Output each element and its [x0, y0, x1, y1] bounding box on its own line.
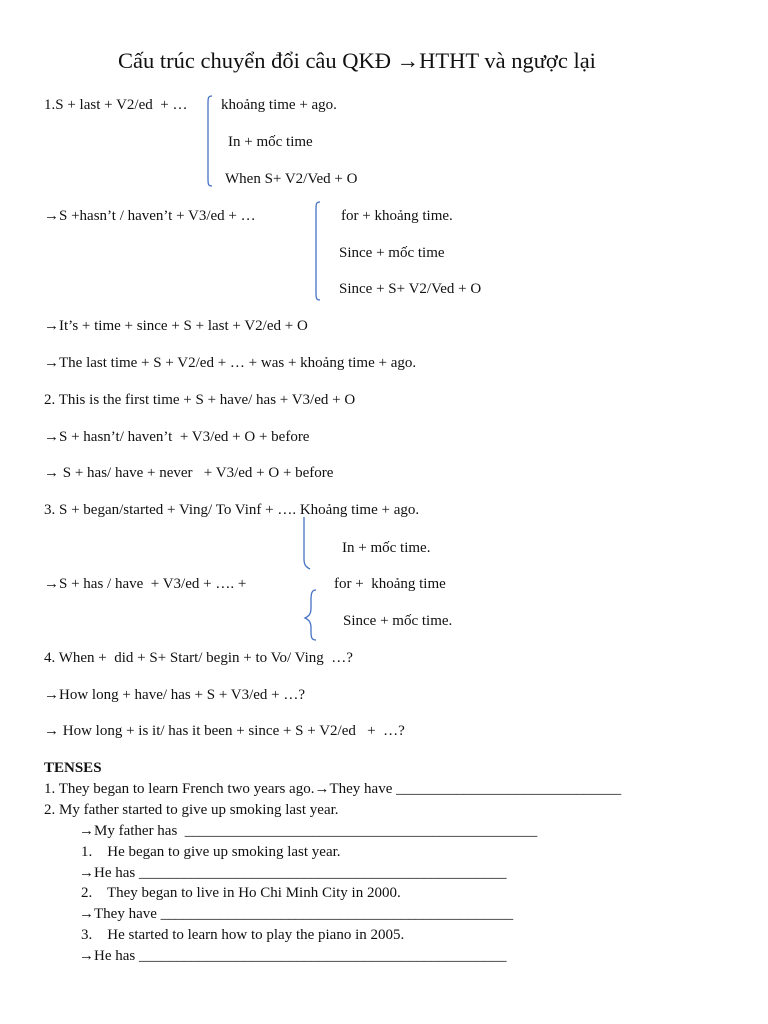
- rule-3-option: In + mốc time.: [342, 540, 431, 556]
- brace-rule-3: [300, 515, 312, 571]
- rule-2-transform: →S + hasn’t/ haven’t + V3/ed + O + before: [44, 429, 310, 445]
- rule-4-transform: →How long + have/ has + S + V3/ed + …?: [44, 687, 306, 703]
- rule-1-transform-option: Since + S+ V2/Ved + O: [339, 281, 482, 297]
- rule-1-transform-option: Since + mốc time: [339, 245, 445, 261]
- page-title: Cấu trúc chuyển đổi câu QKĐ →HTHT và ngược lại: [118, 48, 596, 73]
- brace-rule-1: [204, 94, 216, 188]
- rule-1-transform: →It’s + time + since + S + last + V2/ed + O: [44, 318, 308, 334]
- exercise-line: 3. He started to learn how to play the piano in 2005.: [81, 927, 405, 943]
- rule-1-transform: →The last time + S + V2/ed + … + was + khoảng time + ago.: [44, 355, 417, 371]
- rule-3-transform-option: Since + mốc time.: [343, 613, 453, 629]
- rule-1-main: 1.S + last + V2/ed + …: [44, 97, 188, 113]
- rule-1-transform: →S +hasn’t / haven’t + V3/ed + …: [44, 208, 256, 224]
- exercise-heading: TENSES: [44, 760, 102, 776]
- rule-4-transform: → How long + is it/ has it been + since + S + V2/ed + …?: [44, 723, 405, 739]
- rule-3-main: 3. S + began/started + Ving/ To Vinf + …. Khoảng time + ago.: [44, 502, 420, 518]
- brace-rule-3-transform: [302, 588, 320, 642]
- rule-2-transform: → S + has/ have + never + V3/ed + O + before: [44, 465, 334, 481]
- exercise-line: 2. My father started to give up smoking last year.: [44, 802, 339, 818]
- rule-3-transform: →S + has / have + V3/ed + …. +: [44, 576, 247, 592]
- exercise-line: 1. They began to learn French two years ago.→They have ______________________________: [44, 781, 622, 797]
- rule-1-option: In + mốc time: [228, 134, 313, 150]
- exercise-line: →He has _________________________________________________: [79, 865, 507, 881]
- rule-2-main: 2. This is the first time + S + have/ has + V3/ed + O: [44, 392, 356, 408]
- rule-4-main: 4. When + did + S+ Start/ begin + to Vo/ Ving …?: [44, 650, 353, 666]
- exercise-line: 1. He began to give up smoking last year.: [81, 844, 341, 860]
- rule-1-option: khoảng time + ago.: [221, 97, 337, 113]
- rule-1-option: When S+ V2/Ved + O: [225, 171, 358, 187]
- exercise-line: →He has _________________________________________________: [79, 948, 507, 964]
- rule-3-transform-option: for + khoảng time: [334, 576, 446, 592]
- exercise-line: →My father has _______________________________________________: [79, 823, 538, 839]
- exercise-line: 2. They began to live in Ho Chi Minh City in 2000.: [81, 885, 401, 901]
- rule-1-transform-option: for + khoảng time.: [341, 208, 453, 224]
- brace-rule-1-transform: [312, 200, 324, 302]
- exercise-line: →They have _______________________________________________: [79, 906, 514, 922]
